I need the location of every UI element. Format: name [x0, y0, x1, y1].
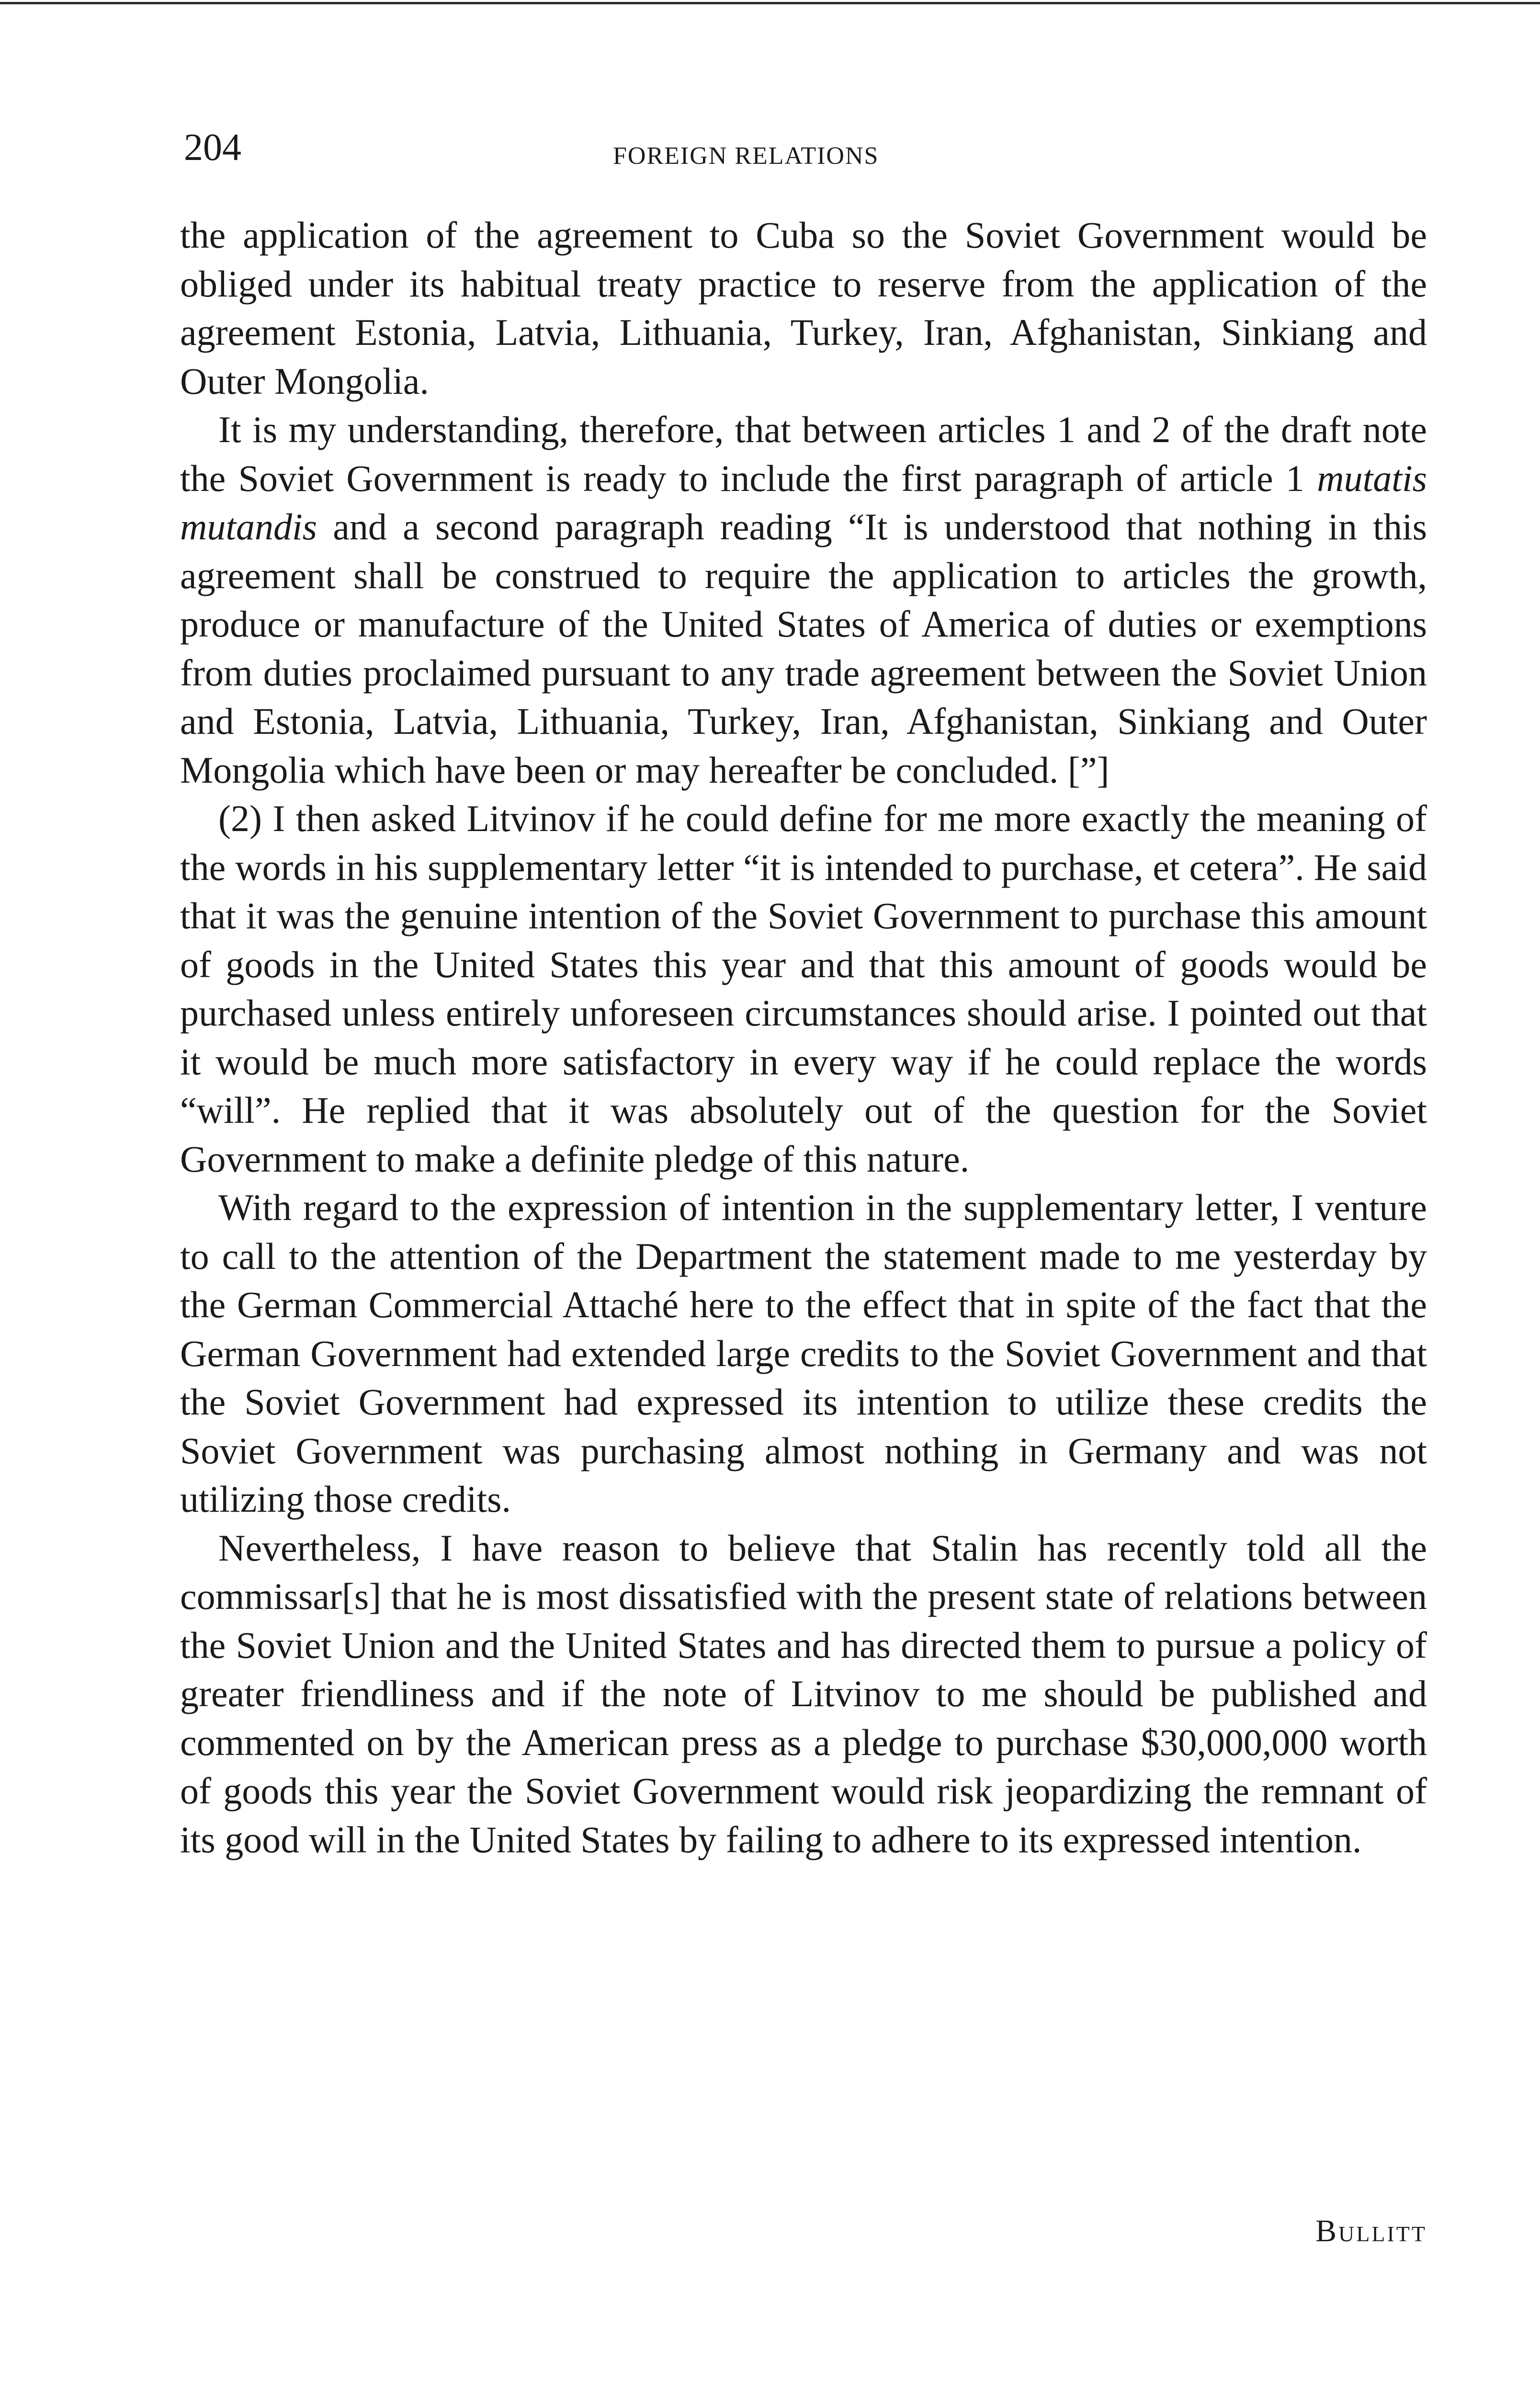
paragraph-supplementary-letter: With regard to the expression of intention in the supplementary letter, I venture to call to the attention of the Department the statement made to me yesterday by the German Commercial Attaché here to the effect that in spite of the fact that the German Government had extended large credits to the Soviet Government and that the Soviet Government had expressed its intention to utilize these credits the Soviet Government was purchasing almost nothing in Germany and was not utilizing those credits.: [180, 1186, 1427, 1520]
signature: Bullitt: [1315, 2213, 1427, 2248]
page-number: 204: [184, 126, 241, 169]
italic-phrase: mutatis mutandis: [180, 457, 1427, 547]
body-text: [180, 211, 1427, 1864]
paragraph-litvinov: (2) I then asked Litvinov if he could define for me more exactly the meaning of the words in his supplementary letter “it is intended to purchase, et cetera”. He said that it was the genuine intention of the Soviet Government to purchase this amount of goods in the United States this year and that this amount of goods would be purchased unless entirely unforeseen circumstances should arise. I pointed out that it would be much more satisfactory in every way if he could replace the words “will”. He replied that it was absolutely out of the question for the Soviet Government to make a definite pledge of this nature.: [180, 798, 1427, 1180]
paragraph-understanding: [180, 405, 1427, 794]
running-head: FOREIGN RELATIONS: [613, 142, 879, 170]
paragraph-text: and a second paragraph reading “It is understood that nothing in this agreement shall be construed to require the application to articles the growth, produce or manufacture of the United States of America of duties or exemptions from duties proclaimed pursuant to any trade agreement between the Soviet Union and Estonia, Latvia, Lithuania, Turkey, Iran, Afghanistan, Sinkiang and Outer Mongolia which have been or may hereafter be concluded. [”]: [180, 506, 1427, 791]
paragraph-stalin: Nevertheless, I have reason to believe that Stalin has recently told all the commissar[s] that he is most dissatisfied with the present state of relations between the Soviet Union and the United States and has directed them to pursue a policy of greater friendliness and if the note of Litvinov to me should be published and commented on by the American press as a pledge to purchase $30,000,000 worth of goods this year the Soviet Government would risk jeopardizing the remnant of its good will in the United States by failing to adhere to its expressed intention.: [180, 1527, 1427, 1860]
top-rule: [0, 2, 1540, 4]
paragraph-text: It is my understanding, therefore, that between articles 1 and 2 of the draft note the Soviet Government is ready to include the first paragraph of article 1: [180, 409, 1427, 499]
paragraph-continuation: the application of the agreement to Cuba so the Soviet Government would be obliged under its habitual treaty practice to reserve from the application of the agreement Estonia, Latvia, Lithuania, Turkey, Iran, Afghanistan, Sinkiang and Outer Mongolia.: [180, 214, 1427, 402]
